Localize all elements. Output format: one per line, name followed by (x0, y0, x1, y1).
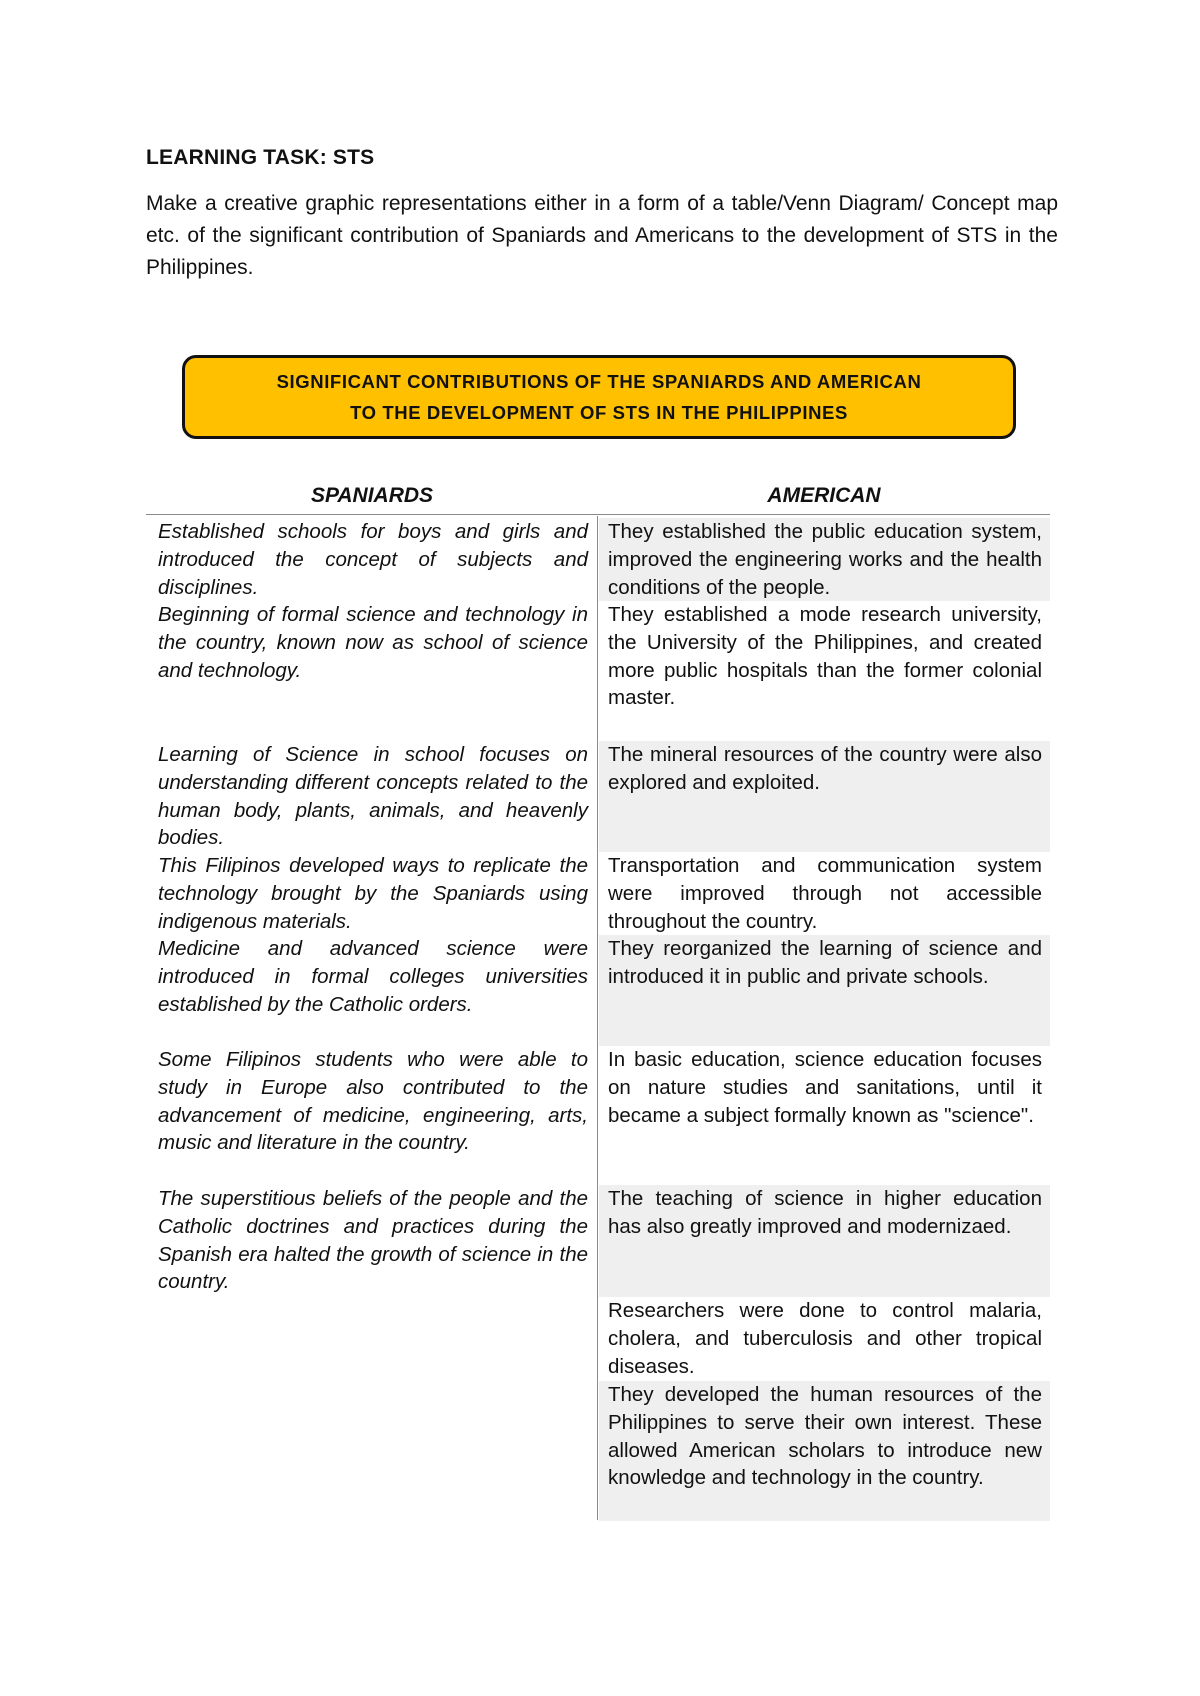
spaniards-item: Medicine and advanced science were introduced in formal colleges universities established by the Catholic orders. (158, 937, 588, 1016)
american-item: The mineral resources of the country were also explored and exploited. (599, 741, 1050, 852)
american-item: They reorganized the learning of science and introduced it in public and private schools. (599, 935, 1050, 1046)
american-item: They established a mode research university, the University of the Philippines, and created more public hospitals than the former colonial master. (608, 603, 1042, 710)
american-item: Transportation and communication system were improved through not accessible throughout the country. (608, 854, 1042, 933)
banner-line-1: SIGNIFICANT CONTRIBUTIONS OF THE SPANIARDS AND AMERICAN (276, 371, 922, 392)
title-banner (182, 355, 1016, 439)
american-item: They established the public education system, improved the engineering works and the health conditions of the people. (599, 518, 1050, 601)
american-item: They developed the human resources of the Philippines to serve their own interest. These allowed American scholars to introduce new knowledge and technology in the country. (599, 1381, 1050, 1521)
spaniards-item: Learning of Science in school focuses on understanding different concepts related to the human body, plants, animals, and heavenly bodies. (158, 743, 588, 850)
column-header-american: AMERICAN (767, 484, 881, 507)
column-header-spaniards: SPANIARDS (310, 484, 434, 507)
spaniards-item: Established schools for boys and girls and introduced the concept of subjects and disciplines. (158, 520, 588, 599)
spaniards-item: Beginning of formal science and technology in the country, known now as school of science and technology. (158, 603, 588, 682)
spaniards-item: The superstitious beliefs of the people and the Catholic doctrines and practices during the Spanish era halted the growth of science in the country. (158, 1187, 588, 1294)
spaniards-item: Some Filipinos students who were able to study in Europe also contributed to the advancement of medicine, engineering, arts, music and literature in the country. (158, 1048, 588, 1155)
task-title: LEARNING TASK: STS (146, 146, 375, 169)
header-divider (146, 514, 1050, 515)
column-divider (597, 516, 598, 1520)
spaniards-item: This Filipinos developed ways to replicate the technology brought by the Spaniards using indigenous materials. (158, 854, 588, 933)
task-instructions: Make a creative graphic representations either in a form of a table/Venn Diagram/ Concept map etc. of the significant contribution of Spaniards and Americans to the development of STS in the Philippines. (146, 192, 1058, 279)
american-item: Researchers were done to control malaria, cholera, and tuberculosis and other tropical diseases. (608, 1299, 1042, 1378)
american-item: In basic education, science education focuses on nature studies and sanitations, until it became a subject formally known as "science". (608, 1048, 1042, 1127)
american-item: The teaching of science in higher education has also greatly improved and modernizaed. (599, 1185, 1050, 1297)
banner-line-2: TO THE DEVELOPMENT OF STS IN THE PHILIPPINES (350, 402, 848, 423)
